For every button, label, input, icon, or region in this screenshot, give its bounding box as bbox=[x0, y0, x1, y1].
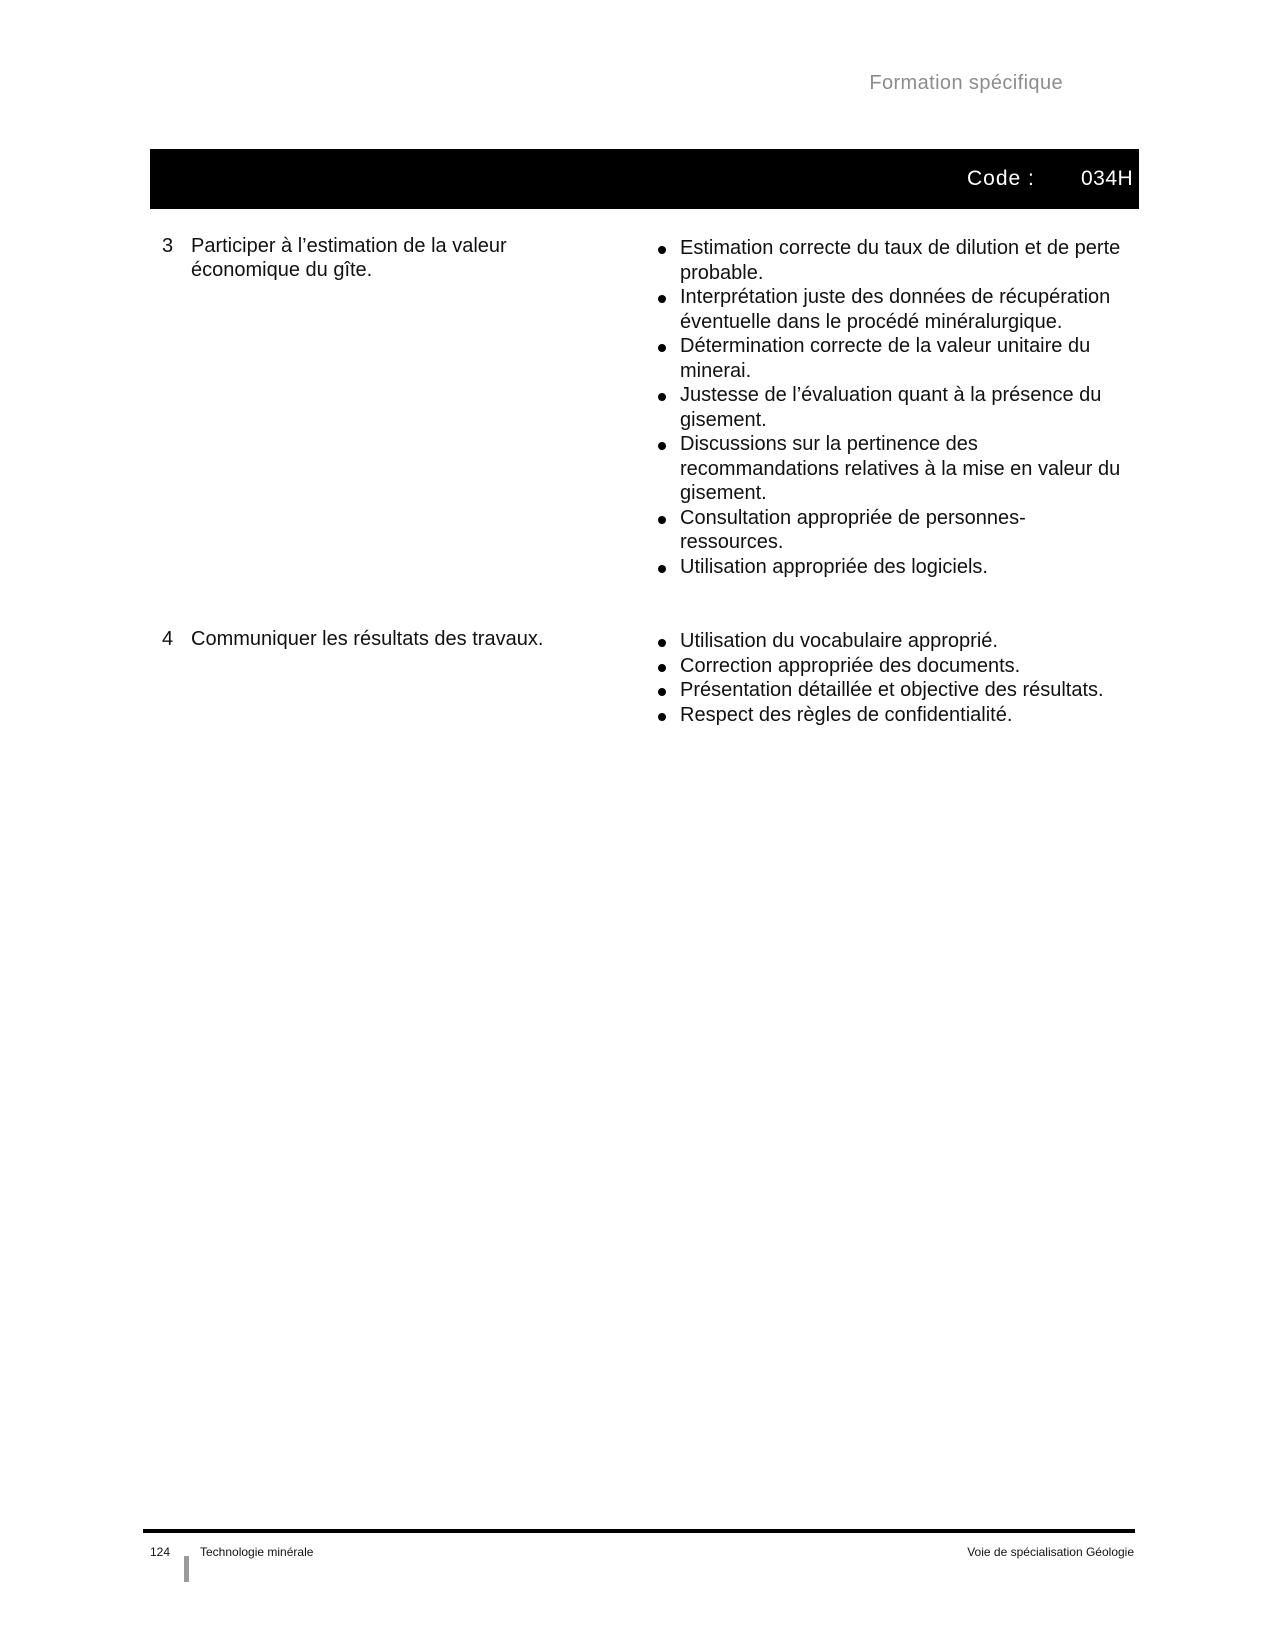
criteria-item bbox=[655, 555, 1125, 580]
bullet-icon bbox=[658, 713, 666, 721]
bullet-icon bbox=[658, 565, 666, 573]
criteria-item bbox=[655, 432, 1125, 506]
criteria-text: Utilisation du vocabulaire approprié. bbox=[680, 630, 998, 652]
criteria-item bbox=[655, 703, 1125, 728]
criteria-item bbox=[655, 654, 1125, 679]
criteria-text: Utilisation appropriée des logiciels. bbox=[680, 555, 988, 578]
bullet-icon bbox=[658, 442, 666, 450]
criteria-text: Interprétation juste des données de récupération éventuelle dans le procédé minéralurgique. bbox=[680, 286, 1111, 333]
criteria-text: Consultation appropriée de personnes-ressources. bbox=[680, 506, 1026, 553]
bullet-icon bbox=[658, 295, 666, 303]
criteria-item bbox=[655, 285, 1125, 334]
bullet-icon bbox=[658, 639, 666, 647]
step-number: 4 bbox=[162, 628, 174, 650]
criteria-text: Présentation détaillée et objective des résultats. bbox=[680, 679, 1104, 701]
bullet-icon bbox=[658, 516, 666, 524]
code-label: Code : bbox=[967, 167, 1035, 190]
criteria-item bbox=[655, 629, 1125, 654]
criteria-item bbox=[655, 506, 1125, 555]
criteria-text: Justesse de l’évaluation quant à la présence du gisement. bbox=[680, 384, 1102, 431]
criteria-item bbox=[655, 678, 1125, 703]
specialization-label: Voie de spécialisation Géologie bbox=[967, 1545, 1134, 1559]
criteria-text: Respect des règles de confidentialité. bbox=[680, 703, 1013, 726]
step-text: Communiquer les résultats des travaux. bbox=[191, 628, 544, 650]
bullet-icon bbox=[658, 393, 666, 401]
book-title: Technologie minérale bbox=[200, 1545, 314, 1559]
bullet-icon bbox=[658, 688, 666, 696]
criteria-item bbox=[655, 334, 1125, 383]
criteria-text: Estimation correcte du taux de dilution et de perte probable. bbox=[680, 237, 1121, 284]
running-header: Formation spécifique bbox=[869, 72, 1063, 94]
criteria-text: Correction appropriée des documents. bbox=[680, 654, 1021, 677]
margin-marker bbox=[184, 1556, 189, 1582]
step-number: 3 bbox=[162, 235, 174, 257]
page-number: 124 bbox=[150, 1545, 171, 1559]
code-value: 034H bbox=[1081, 167, 1134, 190]
criteria-list bbox=[655, 236, 1125, 579]
criteria-list bbox=[655, 629, 1125, 727]
bullet-icon bbox=[658, 664, 666, 672]
criteria-text: Détermination correcte de la valeur unitaire du minerai. bbox=[680, 335, 1091, 382]
step-text: Participer à l’estimation de la valeur économique du gîte. bbox=[191, 235, 507, 281]
criteria-item bbox=[655, 236, 1125, 285]
footer-rule bbox=[143, 1529, 1135, 1533]
criteria-text: Discussions sur la pertinence des recommandations relatives à la mise en valeur du gisement. bbox=[680, 433, 1121, 504]
bullet-icon bbox=[658, 246, 666, 254]
bullet-icon bbox=[658, 344, 666, 352]
code-bar bbox=[150, 149, 1139, 209]
criteria-item bbox=[655, 383, 1125, 432]
